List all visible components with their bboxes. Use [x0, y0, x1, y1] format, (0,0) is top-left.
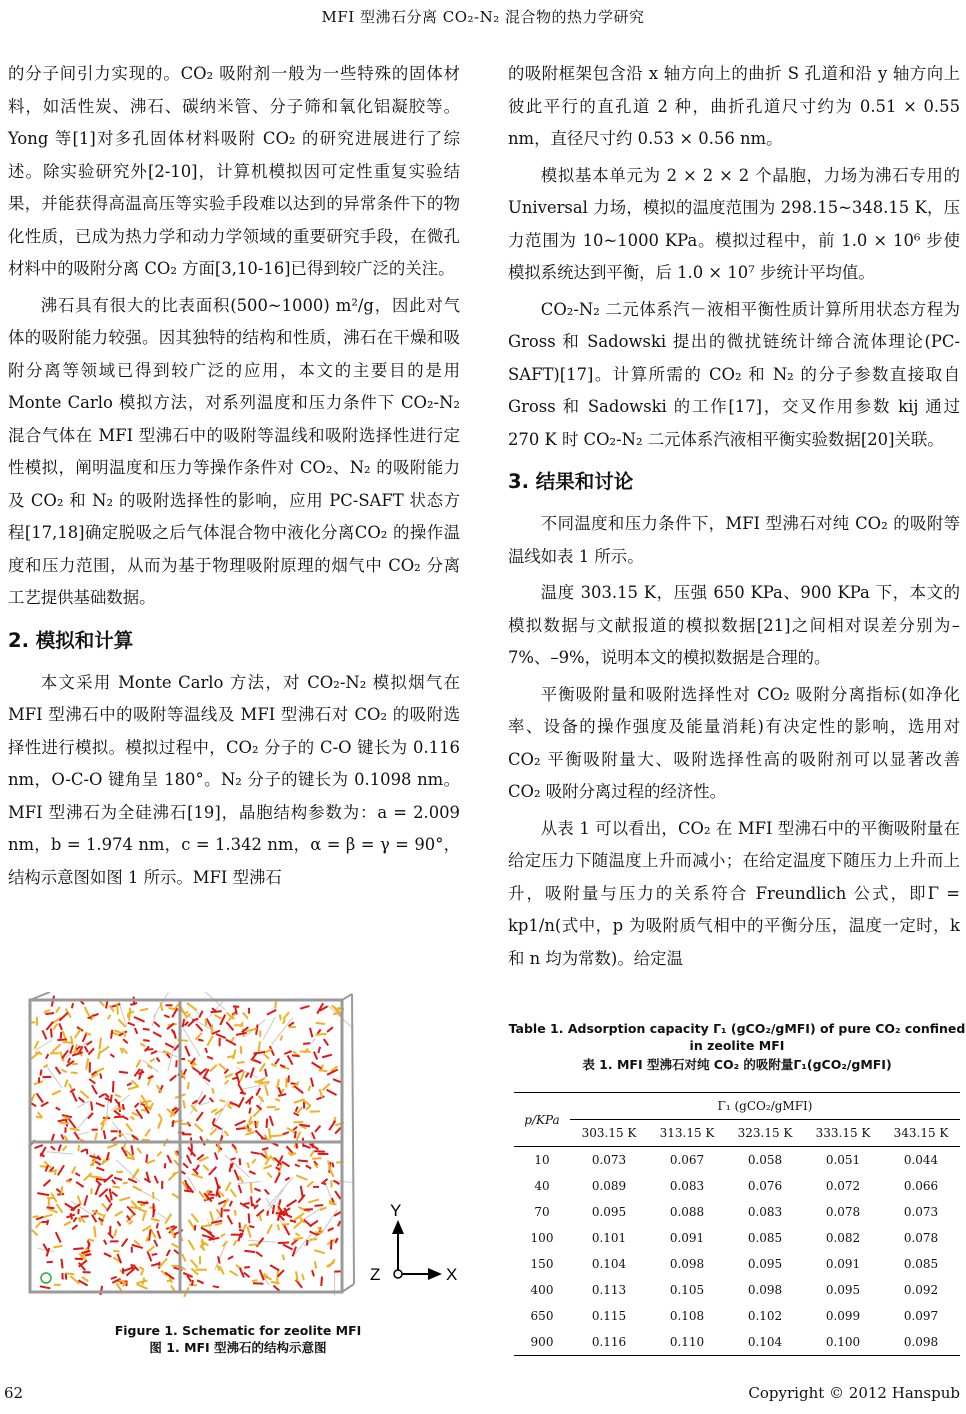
section-heading: 2. 模拟和计算	[8, 628, 134, 652]
table-row	[514, 1147, 960, 1174]
paragraph: 从表 1 可以看出，CO₂ 在 MFI 型沸石中的平衡吸附量在给定压力下随温度上升而减小；在给定温度下随压力上升而上升，吸附量与压力的关系符合 Freundlich 公式，即Γ = kp1/n(式中，p 为吸附质气相中的平衡分压，温度一定时，k 和 n 均为常数)。给定温	[508, 818, 960, 968]
paragraph: 本文采用 Monte Carlo 方法，对 CO₂-N₂ 模拟烟气在 MFI 型沸石中的吸附等温线及 MFI 型沸石对 CO₂ 的吸附选择性进行模拟。模拟过程中，CO₂ 分子的 C-O 键长为 0.116 nm，O-C-O 键角呈 180°。N₂ 分子的键长为 0.1098 nm。MFI 型沸石为全硅沸石[19]，晶胞结构参数为：a = 2.009 nm，b = 1.974 nm，c = 1.342 nm，α = β = γ = 90°，结构示意图如图 1 所示。MFI 型沸石	[8, 672, 460, 887]
adsorption-cell: 0.073	[903, 1205, 939, 1219]
right-column	[508, 58, 960, 975]
adsorption-cell: 0.116	[570, 1329, 648, 1356]
adsorption-cell: 0.085	[903, 1257, 939, 1271]
adsorption-cell: 0.067	[669, 1153, 705, 1167]
table-caption-cn: 表 1. MFI 型沸石对纯 CO₂ 的吸附量Γ₁(gCO₂/gMFI)	[582, 1057, 892, 1072]
adsorption-cell: 0.078	[825, 1205, 861, 1219]
col-header-group: Γ₁ (gCO₂/gMFI)	[570, 1093, 960, 1120]
col-header-temp: 303.15 K	[570, 1120, 648, 1147]
pressure-cell: 150	[530, 1257, 554, 1271]
adsorption-cell: 0.089	[591, 1179, 627, 1193]
adsorption-cell: 0.110	[648, 1329, 726, 1356]
zeolite-structure-figure	[20, 992, 460, 1302]
axis-x-label: X	[446, 1265, 458, 1284]
pressure-cell: 70	[534, 1205, 550, 1219]
figure-caption-cn: 图 1. MFI 型沸石的结构示意图	[149, 1340, 327, 1355]
adsorption-cell: 0.073	[591, 1153, 627, 1167]
table-row	[514, 1173, 960, 1199]
paragraph: 的吸附框架包含沿 x 轴方向上的曲折 S 孔道和沿 y 轴方向上彼此平行的直孔道 2 种，曲折孔道尺寸约为 0.51 × 0.55 nm，直径尺寸约 0.53 × 0.56 nm。	[508, 64, 960, 148]
unit-cell-outline	[342, 994, 352, 1000]
col-header-temp: 313.15 K	[648, 1120, 726, 1147]
running-header: MFI 型沸石分离 CO₂-N₂ 混合物的热力学研究	[321, 8, 645, 26]
adsorption-cell: 0.058	[747, 1153, 783, 1167]
col-header-pressure: p/KPa	[514, 1093, 570, 1147]
figure-caption	[0, 1322, 476, 1356]
axis-z-label: Z	[370, 1265, 381, 1284]
table-row	[514, 1303, 960, 1329]
table-row	[514, 1199, 960, 1225]
section-heading: 3. 结果和讨论	[508, 470, 634, 493]
zeolite-structure-image	[20, 992, 460, 1302]
col-header-temp: 343.15 K	[882, 1120, 960, 1147]
adsorption-cell: 0.105	[669, 1283, 705, 1297]
adsorption-cell: 0.082	[825, 1231, 861, 1245]
pressure-cell: 650	[530, 1309, 554, 1323]
unit-cell-outline	[352, 994, 354, 1284]
pressure-cell: 10	[534, 1153, 550, 1167]
adsorption-cell: 0.066	[903, 1179, 939, 1193]
adsorption-cell: 0.085	[747, 1231, 783, 1245]
table-row	[514, 1251, 960, 1277]
copyright: Copyright © 2012 Hanspub	[748, 1384, 960, 1402]
table-row	[514, 1277, 960, 1303]
pressure-cell: 100	[530, 1231, 554, 1245]
col-header-temp: 333.15 K	[804, 1120, 882, 1147]
adsorption-cell: 0.100	[804, 1329, 882, 1356]
adsorption-cell: 0.072	[825, 1179, 861, 1193]
adsorption-cell: 0.051	[825, 1153, 861, 1167]
adsorption-cell: 0.076	[747, 1179, 783, 1193]
adsorption-cell: 0.108	[669, 1309, 705, 1323]
paragraph: 的分子间引力实现的。CO₂ 吸附剂一般为一些特殊的固体材料，如活性炭、沸石、碳纳米管、分子筛和氧化铝凝胶等。Yong 等[1]对多孔固体材料吸附 CO₂ 的研究进展进行了综述。除实验研究外[2-10]，计算机模拟因可定性重复实验结果，并能获得高温高压等实验手段难以达到的异常条件下的物化性质，已成为热力学和动力学领域的重要研究手段，在微孔材料中的吸附分离 CO₂ 方面[3,10-16]已得到较广泛的关注。	[8, 64, 460, 278]
adsorption-cell: 0.095	[591, 1205, 627, 1219]
pressure-cell: 40	[534, 1179, 550, 1193]
page-number: 62	[4, 1384, 24, 1402]
adsorption-cell: 0.091	[825, 1257, 861, 1271]
pressure-cell: 400	[530, 1283, 554, 1297]
adsorption-cell: 0.098	[747, 1283, 783, 1297]
table-caption-en: Table 1. Adsorption capacity Γ₁ (gCO₂/gMFI) of pure CO₂ confined in zeolite MFI	[508, 1021, 966, 1053]
paragraph: 不同温度和压力条件下，MFI 型沸石对纯 CO₂ 的吸附等温线如表 1 所示。	[508, 514, 960, 566]
paragraph: 模拟基本单元为 2 × 2 × 2 个晶胞，力场为沸石专用的 Universal 力场，模拟的温度范围为 298.15~348.15 K，压力范围为 10~1000 KPa。模拟过程中，前 1.0 × 10⁶ 步使模拟系统达到平衡，后 1.0 × 10⁷ 步统计平均值。	[508, 165, 960, 282]
col-header-temp: 323.15 K	[726, 1120, 804, 1147]
paragraph: 沸石具有很大的比表面积(500~1000) m²/g，因此对气体的吸附能力较强。因其独特的结构和性质，沸石在干燥和吸附分离等领域已得到较广泛的应用，本文的主要目的是用 Monte Carlo 模拟方法，对系列温度和压力条件下 CO₂-N₂ 混合气体在 MFI 型沸石中的吸附等温线和吸附选择性进行定性模拟，阐明温度和压力等操作条件对 CO₂、N₂ 的吸附能力及 CO₂ 和 N₂ 的吸附选择性的影响，应用 PC-SAFT 状态方程[17,18]确定脱吸之后气体混合物中液化分离CO₂ 的操作温度和压力范围，从而为基于物理吸附原理的烟气中 CO₂ 分离工艺提供基础数据。	[8, 295, 460, 607]
adsorption-cell: 0.083	[747, 1205, 783, 1219]
adsorption-cell: 0.113	[591, 1283, 627, 1297]
adsorption-cell: 0.104	[591, 1257, 627, 1271]
adsorption-cell: 0.098	[882, 1329, 960, 1356]
adsorption-cell: 0.078	[903, 1231, 939, 1245]
table-row	[514, 1329, 960, 1356]
left-column	[8, 58, 460, 894]
paragraph: CO₂-N₂ 二元体系汽－液相平衡性质计算所用状态方程为 Gross 和 Sadowski 提出的微扰链统计缔合流体理论(PC-SAFT)[17]。计算所需的 CO₂ 和 N₂ 的分子参数直接取自 Gross 和 Sadowski 的工作[17]，交叉作用参数 kij 通过 270 K 时 CO₂-N₂ 二元体系汽液相平衡实验数据[20]关联。	[508, 299, 960, 449]
unit-cell-outline	[342, 1284, 354, 1292]
adsorption-cell: 0.092	[903, 1283, 939, 1297]
adsorption-cell: 0.115	[591, 1309, 627, 1323]
adsorption-cell: 0.095	[825, 1283, 861, 1297]
adsorption-cell: 0.083	[669, 1179, 705, 1193]
adsorption-cell: 0.102	[747, 1309, 783, 1323]
adsorption-cell: 0.088	[669, 1205, 705, 1219]
adsorption-cell: 0.097	[903, 1309, 939, 1323]
axis-y-label: Y	[390, 1201, 402, 1220]
adsorption-table	[514, 1092, 960, 1356]
adsorption-cell: 0.098	[669, 1257, 705, 1271]
paragraph: 温度 303.15 K，压强 650 KPa、900 KPa 下，本文的模拟数据与文献报道的模拟数据[21]之间相对误差分别为–7%、–9%，说明本文的模拟数据是合理的。	[508, 583, 960, 667]
adsorption-cell: 0.101	[591, 1231, 627, 1245]
adsorption-cell: 0.095	[747, 1257, 783, 1271]
adsorption-cell: 0.091	[669, 1231, 705, 1245]
axis-triad-icon	[370, 1201, 457, 1284]
paragraph: 平衡吸附量和吸附选择性对 CO₂ 吸附分离指标(如净化率、设备的操作强度及能量消耗)有决定性的影响，选用对 CO₂ 平衡吸附量大、吸附选择性高的吸附剂可以显著改善 CO₂ 吸附分离过程的经济性。	[508, 684, 960, 801]
adsorption-cell: 0.099	[825, 1309, 861, 1323]
pressure-cell: 900	[514, 1329, 570, 1356]
lattice-bonds	[29, 992, 355, 1297]
table-caption	[508, 1020, 966, 1073]
adsorption-cell: 0.044	[903, 1153, 939, 1167]
adsorption-cell: 0.104	[726, 1329, 804, 1356]
origin-marker	[41, 1273, 51, 1283]
figure-caption-en: Figure 1. Schematic for zeolite MFI	[114, 1323, 362, 1338]
table-row	[514, 1225, 960, 1251]
